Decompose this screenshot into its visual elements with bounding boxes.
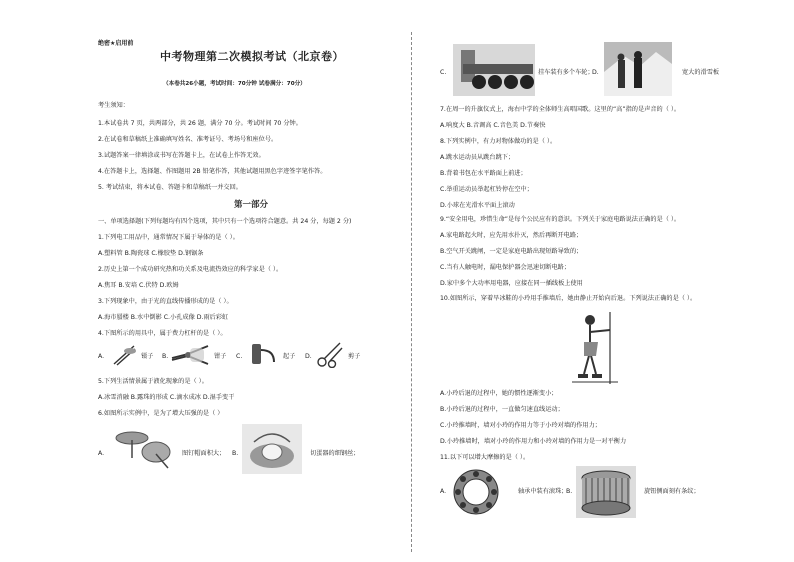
scissors-image	[316, 340, 344, 368]
question-2-options: A.焦耳 B.安培 C.伏特 D.欧姆	[98, 282, 179, 289]
q6-option-letter: C.	[440, 69, 447, 76]
question-9-option: D.家中多个大功率用电器，应接在同一插线板上使用	[440, 280, 583, 287]
secret-label: 绝密★启用前	[98, 40, 134, 47]
q6-option-label: 图钉帽面积大；	[182, 450, 226, 457]
bottle-opener-image	[246, 340, 278, 368]
q4-option-letter: A.	[98, 353, 105, 360]
question-5: 5.下列生活情景属于液化现象的是（ ）。	[98, 378, 208, 385]
question-1: 1.下列电工用品中，通常情况下属于导体的是（ ）。	[98, 234, 239, 241]
question-9-option: C.当有人触电时，漏电保护器会迅速切断电路；	[440, 264, 571, 271]
q4-option-label: 起子	[283, 353, 296, 360]
roller-skater-image	[570, 308, 620, 386]
notice-item: 1.本试卷共 7 页，共两部分，共 26 题，满分 70 分。考试时间 70 分钟。	[98, 120, 302, 127]
question-9: 9.“安全用电，珍惜生命”是每个公民应有的意识。下列关于家庭电路说法正确的是（ ）。	[440, 216, 681, 223]
notice-item: 4.在答题卡上，选择题、作图题用 2B 铅笔作答，其他试题用黑色字迹签字笔作答。	[98, 168, 327, 175]
question-8-option: C.举重运动员举起杠铃停在空中；	[440, 186, 533, 193]
question-3-options: A.海市蜃楼 B.水中倒影 C.小孔成像 D.雨后彩虹	[98, 314, 229, 321]
trailer-image	[453, 44, 535, 96]
question-9-option: A.家电路起火时，应先用水扑灭，然后再断开电路；	[440, 232, 583, 239]
question-10-option: C.小玲推墙时，墙对小玲的作用力等于小玲对墙的作用力；	[440, 422, 601, 429]
pliers-image	[170, 342, 210, 368]
question-6: 6.如图所示实例中，是为了增大压强的是（ ）	[98, 410, 224, 417]
q6-option-label: 挂车装有多个车轮；	[538, 69, 594, 76]
question-5-options: A.冰雪消融 B.露珠的形成 C.滴水成冰 D.湿手变干	[98, 394, 235, 401]
question-8-option: A.跳水运动员从跳台跳下；	[440, 154, 515, 161]
tweezers-image	[110, 342, 138, 368]
right-column	[420, 0, 794, 562]
question-10-option: D.小玲推墙时，墙对小玲的作用力和小玲对墙的作用力是一对平衡力	[440, 438, 627, 445]
exam-subtitle: （本卷共26小题，考试时间：70分钟 试卷满分：70分）	[163, 81, 306, 87]
q4-option-letter: C.	[236, 353, 243, 360]
knob-image	[576, 466, 636, 518]
q11-option-letter: B.	[566, 488, 573, 495]
q4-option-label: 镊子	[141, 353, 154, 360]
thumbtack-image	[110, 424, 176, 474]
question-10: 10.如图所示，穿着旱冰鞋的小玲用手推墙后，她由静止开始向后退。下列说法正确的是（ ）。	[440, 295, 697, 302]
q4-option-label: 剪子	[348, 353, 361, 360]
question-8-option: D.小球在光滑水平面上滚动	[440, 202, 515, 209]
q6-option-letter: A.	[98, 450, 105, 457]
question-8: 8.下列实例中，有力对物体做功的是（ ）。	[440, 138, 557, 145]
q6-option-label: 切蛋器的细钢丝；	[310, 450, 360, 457]
q6-option-label: 宽大的滑雪板	[682, 69, 720, 76]
column-divider	[411, 32, 412, 552]
q4-option-letter: B.	[162, 353, 169, 360]
q4-option-letter: D.	[305, 353, 312, 360]
question-4: 4.下图所示的用具中，属于费力杠杆的是（ ）。	[98, 330, 227, 337]
notice-item: 3.试题答案一律填涂或书写在答题卡上，在试卷上作答无效。	[98, 152, 265, 159]
question-8-option: B.背着书包在水平路面上前进；	[440, 170, 527, 177]
snowboard-image	[604, 42, 672, 96]
notice-heading: 考生须知：	[98, 102, 129, 109]
question-3: 3.下列现象中，由于光的直线传播形成的是（ ）。	[98, 298, 233, 305]
question-1-options: A.塑料管 B.陶瓷球 C.橡胶垫 D.钢锯条	[98, 250, 204, 257]
q11-option-letter: A.	[440, 488, 447, 495]
question-7: 7.在周一的升旗仪式上，海右中学的全体师生高唱国歌。这里的“高”指的是声音的（ ）。	[440, 106, 681, 113]
exam-title: 中考物理第二次模拟考试（北京卷）	[160, 50, 344, 63]
section-intro: 一、单项选择题(下列每题均有四个选项，其中只有一个选项符合题意。共 24 分，每题 2 分)	[98, 218, 352, 225]
question-9-option: B.空气开关跳闸，一定是家庭电路出现短路导致的；	[440, 248, 583, 255]
q6-option-letter: B.	[232, 450, 239, 457]
part-heading: 第一部分	[234, 200, 269, 210]
question-10-option: B.小玲后退的过程中，一直做匀速直线运动；	[440, 406, 564, 413]
question-2: 2.历史上第一个成功研究热和功关系及电流热效应的科学家是（ ）。	[98, 266, 283, 273]
egg-slicer-image	[242, 424, 302, 474]
notice-item: 2.在试卷和草稿纸上准确填写姓名、准考证号、考场号和座位号。	[98, 136, 278, 143]
notice-item: 5. 考试结束，将本试卷、答题卡和草稿纸一并交回。	[98, 184, 242, 191]
question-7-options: A.响度大 B.音调高 C.音色美 D.节奏快	[440, 122, 546, 129]
q11-option-label: 轴承中装有滚珠；	[518, 488, 568, 495]
q4-option-label: 钳子	[214, 353, 227, 360]
ball-bearing-image	[450, 466, 502, 518]
q6-option-letter: D.	[592, 69, 599, 76]
question-10-option: A.小玲后退的过程中，她的惯性逐渐变小；	[440, 390, 558, 397]
q11-option-label: 旋钮侧面刻有条纹；	[644, 488, 700, 495]
question-11: 11.以下可以增大摩擦的是（ ）。	[440, 454, 530, 461]
